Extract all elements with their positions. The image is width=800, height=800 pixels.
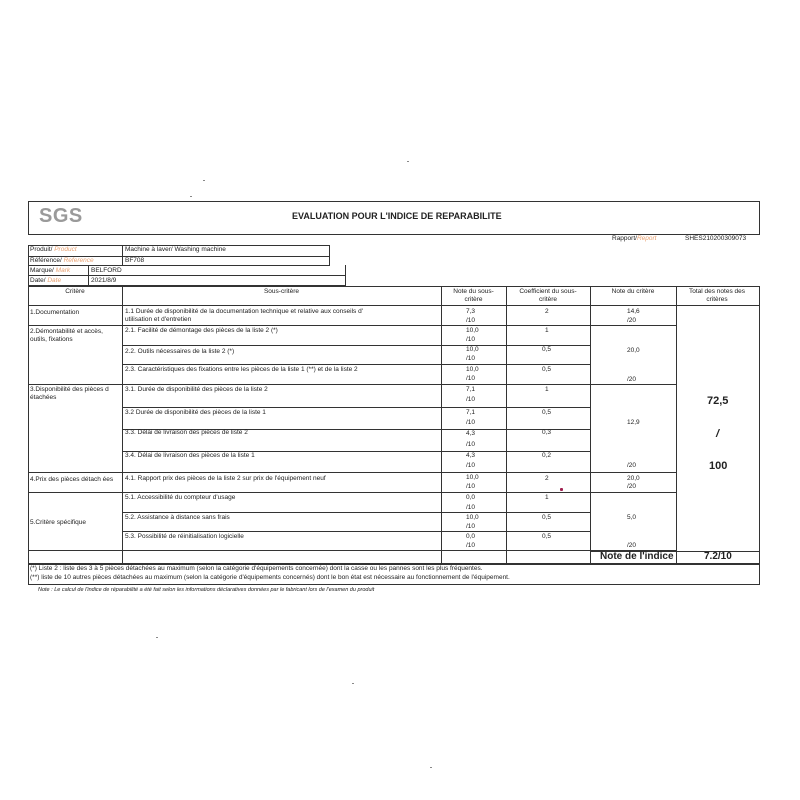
reference-value: BF708 xyxy=(125,257,145,264)
total-value: 72,5 xyxy=(707,395,729,407)
scan-speck xyxy=(352,683,354,684)
coef-5-2: 0,5 xyxy=(542,514,552,521)
date-value: 2021/8/9 xyxy=(91,277,117,284)
note-5-3: 0,0 xyxy=(466,533,476,540)
subcriterion-5-2: 5.2. Assistance à distance sans frais xyxy=(125,514,230,521)
reference-label-group xyxy=(30,257,94,265)
produit-label-group xyxy=(30,246,77,254)
footnote-liste-2: (*) Liste 2 : liste des 3 à 5 pièces détachées au maximum (selon la catégorie d'équipements concernée) dont la casse ou les pannes sont les plus fréquentes. xyxy=(30,565,483,572)
critere-note-2: 20,0 xyxy=(627,347,640,354)
critere-note-max-4: /20 xyxy=(627,483,637,490)
note-max-3-4: /10 xyxy=(466,462,476,469)
scan-speck xyxy=(430,767,432,768)
coef-3-1: 1 xyxy=(545,386,549,393)
rapport-label: Rapport/ xyxy=(612,235,637,242)
subcriterion-2-2: 2.2. Outils nécessaires de la liste 2 (*) xyxy=(125,348,235,355)
col-header-critere: Critère xyxy=(65,288,85,295)
coef-2-2: 0,5 xyxy=(542,346,552,353)
note-max-5-1: /10 xyxy=(466,504,476,511)
red-pen-mark xyxy=(560,488,563,491)
note-max-1-1: /10 xyxy=(466,317,476,324)
subcriterion-3-4: 3.4. Délai de livraison des pièces de la liste 1 xyxy=(125,452,255,459)
subcriterion-1-1: 1.1 Durée de disponibilité de la documentation technique et relative aux conseils d' utilisation et d'entretien xyxy=(125,308,363,323)
calculation-note: Note : Le calcul de l'indice de réparabilité a été fait selon les informations déclaratives données par le fabricant lors de l'examen du produit xyxy=(38,587,375,593)
scan-speck xyxy=(190,196,192,197)
note-max-5-2: /10 xyxy=(466,523,476,530)
date-label-group xyxy=(30,277,61,285)
marque-label-group xyxy=(30,267,70,275)
rapport-number: SHES210200309073 xyxy=(685,235,747,242)
total-max: 100 xyxy=(709,460,728,472)
col-header-sous-critere: Sous-critère xyxy=(263,288,300,295)
marque-label-en: Mark xyxy=(55,267,71,274)
criterion-prix: 4.Prix des pièces détach ées xyxy=(30,476,114,483)
date-label: Date/ xyxy=(30,277,46,284)
col-header-coefficient-1: Coefficient du sous- xyxy=(519,288,577,295)
criterion-documentation: 1.Documentation xyxy=(30,309,80,316)
subcriterion-3-3: 3.3. Délai de livraison des pièces de liste 2 xyxy=(125,429,248,436)
rapport-label-group xyxy=(612,235,656,243)
coef-3-3: 0,3 xyxy=(542,429,552,436)
subcriterion-2-1: 2.1. Facilité de démontage des pièces de la liste 2 (*) xyxy=(125,327,278,334)
criterion-demontabilite: 2.Démontabilité et accès, outils, fixations xyxy=(30,328,103,343)
note-max-2-2: /10 xyxy=(466,355,476,362)
note-max-3-1: /10 xyxy=(466,396,476,403)
subcriterion-3-1: 3.1. Durée de disponibilité des pièces de la liste 2 xyxy=(125,386,268,393)
coef-3-4: 0,2 xyxy=(542,452,552,459)
indice-value: 7.2/10 xyxy=(704,551,732,562)
critere-note-max-2: /20 xyxy=(627,376,637,383)
note-max-3-2: /10 xyxy=(466,419,476,426)
note-3-1: 7,1 xyxy=(466,386,476,393)
critere-note-5: 5,0 xyxy=(627,514,637,521)
reference-label: Référence/ xyxy=(30,257,62,264)
criterion-specifique: 5.Critère spécifique xyxy=(30,519,86,526)
note-1-1: 7,3 xyxy=(466,308,476,315)
total-separator: / xyxy=(716,428,720,440)
criterion-disponibilite: 3.Disponibilité des pièces d étachées xyxy=(30,386,109,401)
col-header-total-2: critères xyxy=(706,296,728,303)
info-box-marque xyxy=(28,265,346,276)
note-3-3: 4,3 xyxy=(466,430,476,437)
scan-speck xyxy=(407,161,409,162)
critere-note-1: 14,6 xyxy=(627,308,640,315)
critere-note-max-1: /20 xyxy=(627,317,637,324)
date-label-en: Date xyxy=(47,277,62,284)
coef-3-2: 0,5 xyxy=(542,409,552,416)
subcriterion-5-3: 5.3. Possibilité de réinitialisation logicielle xyxy=(125,533,244,540)
note-max-5-3: /10 xyxy=(466,542,476,549)
note-2-1: 10,0 xyxy=(466,327,479,334)
produit-label-en: Product xyxy=(54,246,77,253)
col-header-total-1: Total des notes des xyxy=(688,288,745,295)
footnote-liste-1: (**) liste de 10 autres pièces détachées au maximum (selon la catégorie d'équipements concernés) dont le bon état est nécessaire au fonctionnement de l'équipement. xyxy=(30,574,510,581)
scan-speck xyxy=(156,637,158,638)
subcriterion-4-1: 4.1. Rapport prix des pièces de la liste 2 sur prix de l'équipement neuf xyxy=(125,475,326,482)
subcriterion-3-2: 3.2 Durée de disponibilité des pièces de la liste 1 xyxy=(125,409,266,416)
note-4-1: 10,0 xyxy=(466,474,479,481)
note-5-2: 10,0 xyxy=(466,514,479,521)
coef-5-1: 1 xyxy=(545,494,549,501)
note-2-3: 10,0 xyxy=(466,366,479,373)
note-3-4: 4,3 xyxy=(466,452,476,459)
info-box-date xyxy=(28,276,346,286)
note-3-2: 7,1 xyxy=(466,409,476,416)
note-max-4-1: /10 xyxy=(466,483,476,490)
reference-label-en: Reference xyxy=(63,257,94,264)
coef-4-1: 2 xyxy=(545,475,549,482)
note-max-2-3: /10 xyxy=(466,375,476,382)
rapport-label-en: Report xyxy=(636,235,657,242)
produit-value: Machine à laver/ Washing machine xyxy=(125,246,226,253)
scan-speck xyxy=(203,180,205,181)
note-max-3-3: /10 xyxy=(466,441,476,448)
note-2-2: 10,0 xyxy=(466,346,479,353)
col-header-note-sous-critere-2: critère xyxy=(464,296,483,303)
coef-5-3: 0,5 xyxy=(542,533,552,540)
coef-2-3: 0,5 xyxy=(542,366,552,373)
coef-2-1: 1 xyxy=(545,327,549,334)
subcriterion-2-3: 2.3. Caractéristiques des fixations entre les pièces de la liste 1 (**) et de la liste 2 xyxy=(125,366,358,373)
subcriterion-5-1: 5.1. Accessibilité du compteur d'usage xyxy=(125,494,236,501)
critere-note-max-5: /20 xyxy=(627,542,637,549)
critere-note-3: 12,9 xyxy=(627,419,640,426)
critere-note-4: 20,0 xyxy=(627,475,640,482)
produit-label: Produit/ xyxy=(30,246,53,253)
note-5-1: 0,0 xyxy=(466,494,476,501)
col-header-coefficient-2: critère xyxy=(538,296,558,303)
sgs-logo: SGS xyxy=(39,205,83,227)
marque-label: Marque/ xyxy=(30,267,54,274)
note-max-2-1: /10 xyxy=(466,336,476,343)
coef-1-1: 2 xyxy=(545,308,549,315)
col-header-note-sous-critere-1: Note du sous- xyxy=(453,288,494,295)
indice-label: Note de l'indice xyxy=(600,551,674,562)
marque-value: BELFORD xyxy=(91,267,122,274)
col-header-note-critere: Note du critère xyxy=(611,288,655,295)
critere-note-max-3: /20 xyxy=(627,462,637,469)
page-title: EVALUATION POUR L'INDICE DE REPARABILITE xyxy=(292,211,502,221)
